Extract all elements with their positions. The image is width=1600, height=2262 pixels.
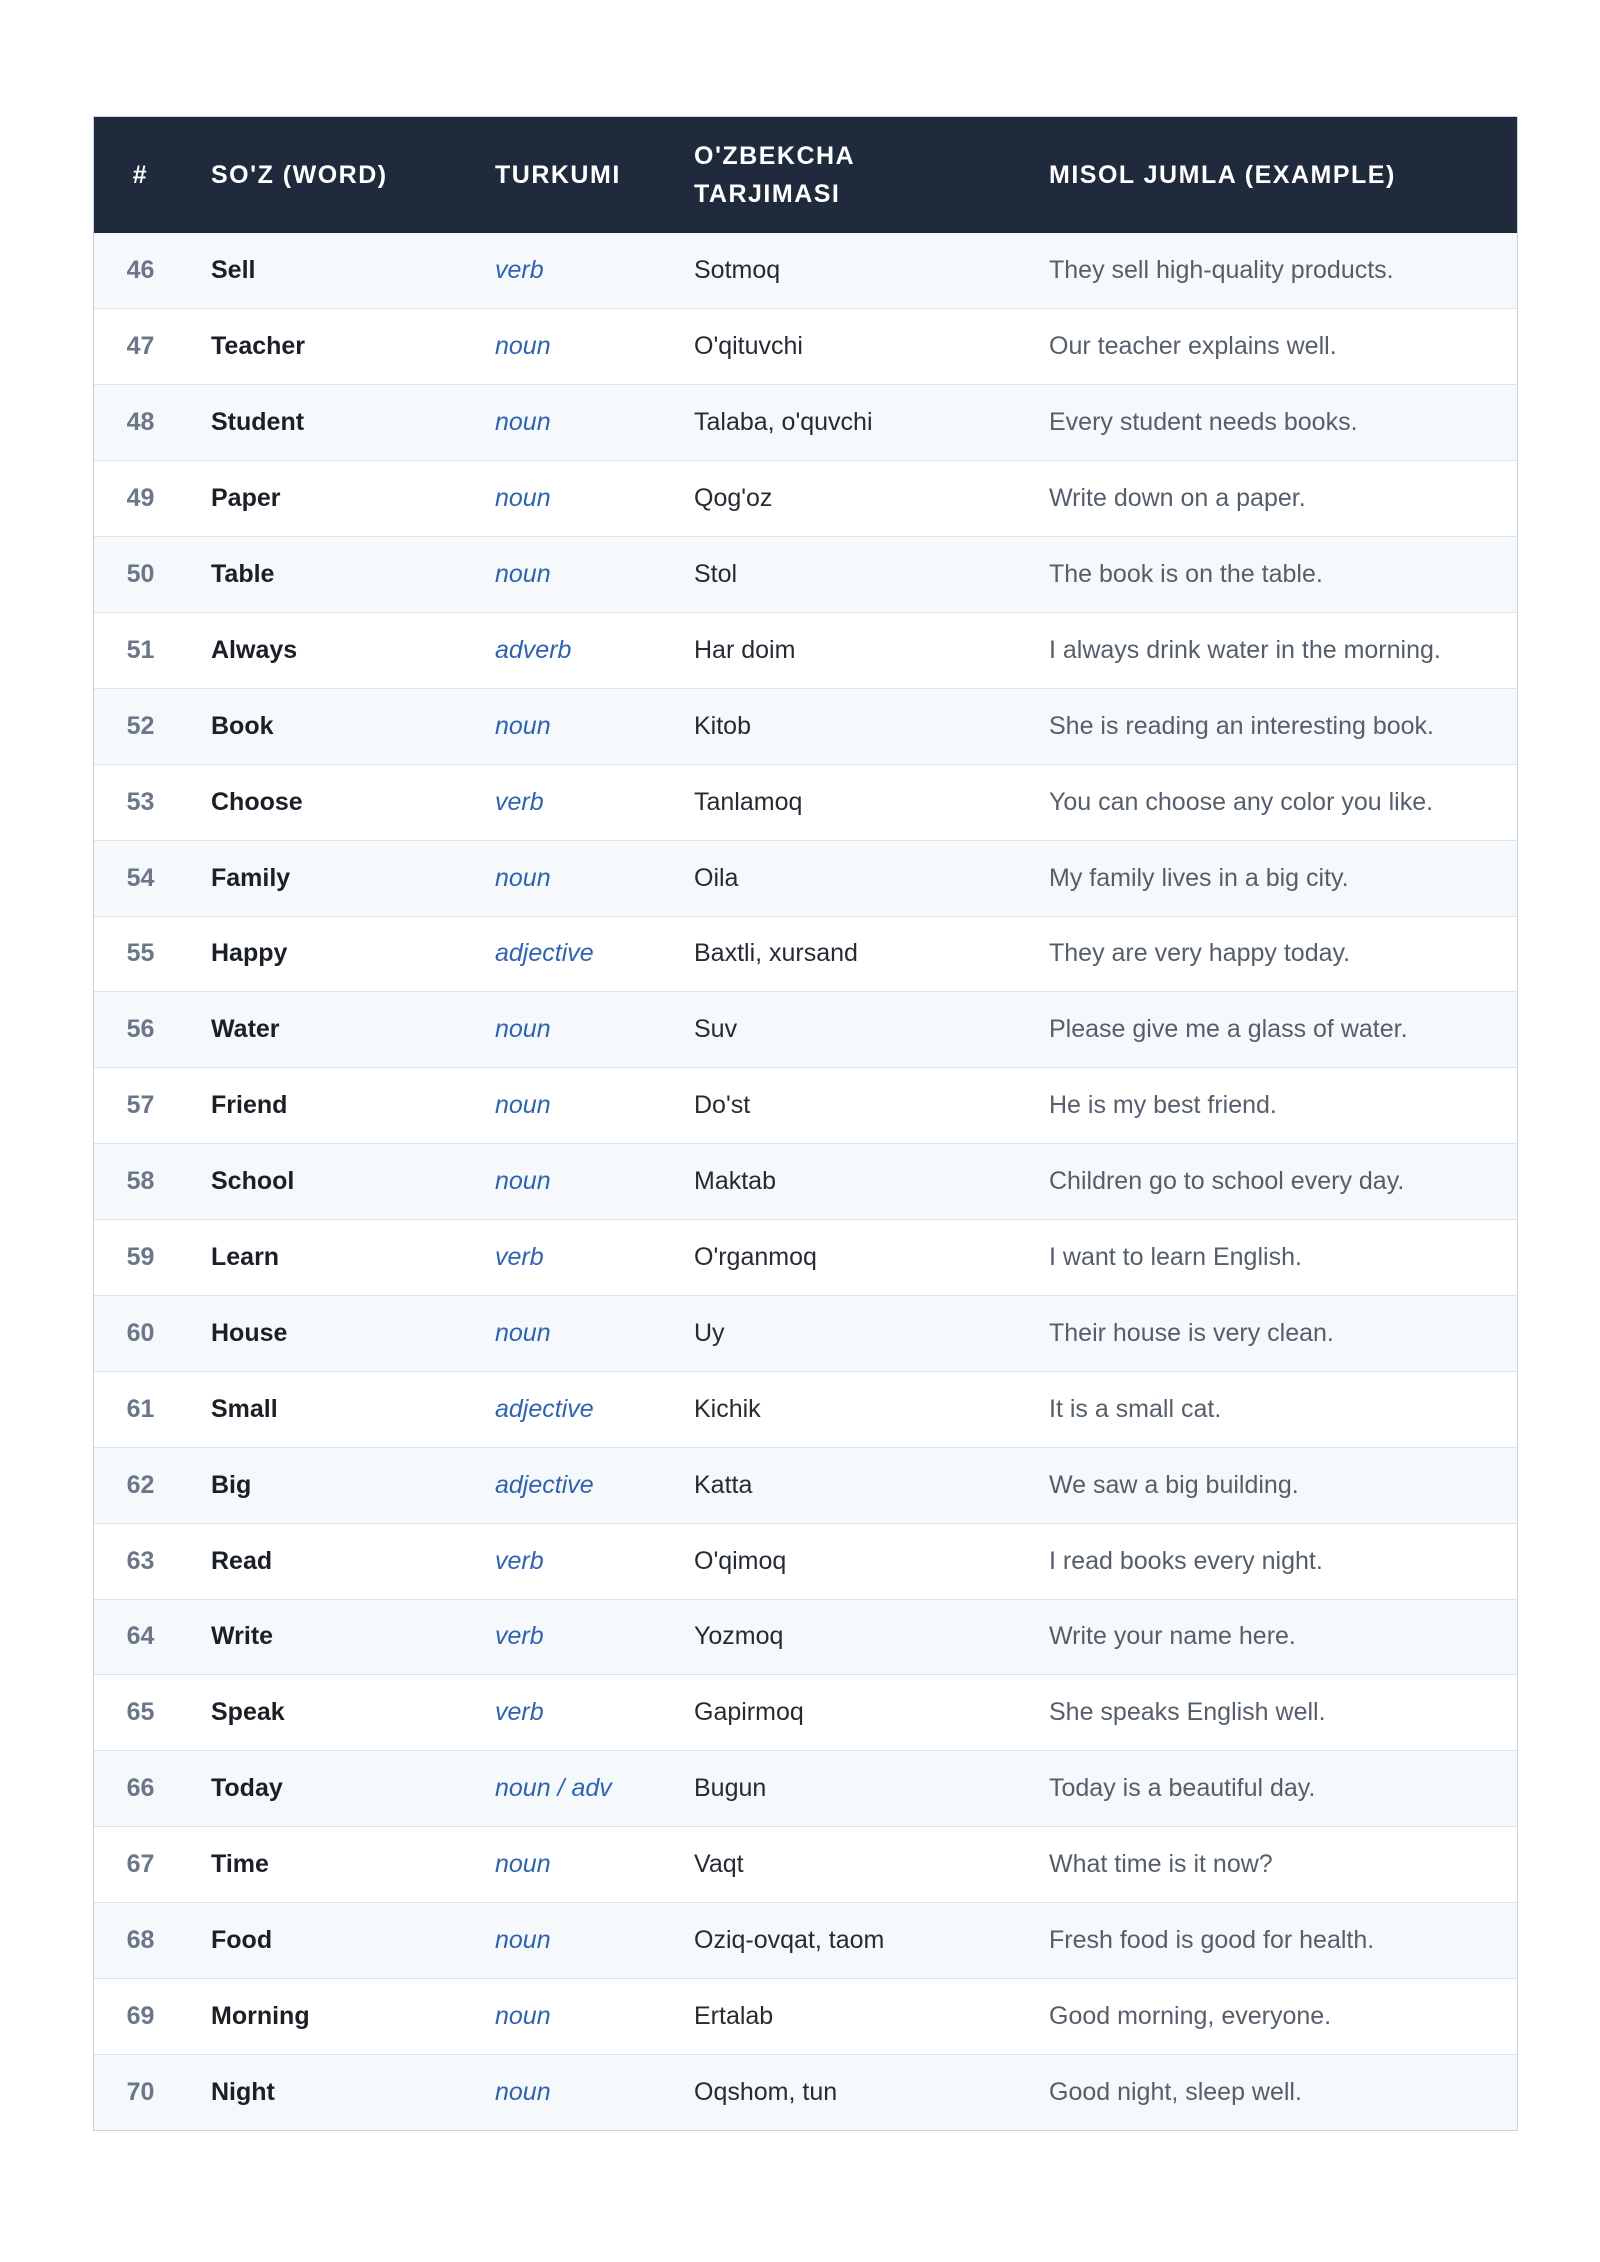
- row-part-of-speech: noun: [495, 2078, 551, 2107]
- row-word: Big: [211, 1470, 252, 1499]
- row-example-sentence: It is a small cat.: [1049, 1394, 1222, 1423]
- row-number: 66: [126, 1774, 155, 1803]
- row-uzbek-translation: Baxtli, xursand: [694, 939, 858, 968]
- row-number: 47: [126, 332, 155, 361]
- table-row: [94, 461, 1517, 537]
- row-uzbek-translation: Tanlamoq: [694, 787, 803, 816]
- table-row: [94, 840, 1517, 916]
- vocabulary-table-container: [93, 116, 1518, 2131]
- table-row: [94, 1371, 1517, 1447]
- row-example-sentence: I want to learn English.: [1049, 1243, 1302, 1272]
- row-number: 49: [126, 484, 155, 513]
- row-uzbek-translation: Kitob: [694, 711, 751, 740]
- row-word: Table: [211, 560, 275, 588]
- row-number: 62: [126, 1470, 155, 1499]
- row-word: Sell: [211, 256, 256, 285]
- row-word: Paper: [211, 484, 281, 513]
- row-number: 64: [126, 1622, 155, 1651]
- row-example-sentence: We saw a big building.: [1049, 1470, 1299, 1499]
- row-number: 68: [126, 1926, 155, 1955]
- table-row: [94, 916, 1517, 992]
- row-word: Food: [211, 1926, 273, 1955]
- row-example-sentence: Today is a beautiful day.: [1049, 1774, 1316, 1803]
- row-number: 67: [126, 1850, 155, 1879]
- row-part-of-speech: verb: [495, 787, 544, 816]
- table-body: [94, 233, 1517, 2130]
- row-part-of-speech: noun: [495, 332, 551, 361]
- row-uzbek-translation: Yozmoq: [694, 1622, 784, 1651]
- table-row: [94, 1144, 1517, 1220]
- row-uzbek-translation: Uy: [694, 1318, 725, 1347]
- row-number: 52: [126, 711, 155, 740]
- row-number: 48: [126, 408, 155, 437]
- row-example-sentence: Fresh food is good for health.: [1049, 1926, 1375, 1955]
- header-row: [94, 117, 1517, 233]
- row-number: 57: [126, 1091, 155, 1120]
- row-uzbek-translation: Bugun: [694, 1774, 767, 1803]
- table-row: [94, 1068, 1517, 1144]
- row-part-of-speech: noun: [495, 1091, 551, 1120]
- row-part-of-speech: noun: [495, 1850, 551, 1879]
- row-part-of-speech: adverb: [495, 635, 572, 664]
- row-example-sentence: I read books every night.: [1049, 1546, 1323, 1575]
- row-number: 59: [126, 1243, 155, 1272]
- row-uzbek-translation: Sotmoq: [694, 256, 781, 285]
- table-row: [94, 309, 1517, 385]
- row-word: Happy: [211, 939, 288, 968]
- row-uzbek-translation: Suv: [694, 1015, 738, 1044]
- row-number: 61: [126, 1394, 155, 1423]
- row-example-sentence: She is reading an interesting book.: [1049, 711, 1434, 740]
- row-uzbek-translation: Kichik: [694, 1394, 761, 1423]
- row-example-sentence: My family lives in a big city.: [1049, 863, 1349, 892]
- table-row: [94, 1523, 1517, 1599]
- row-example-sentence: Good night, sleep well.: [1049, 2078, 1302, 2107]
- row-part-of-speech: verb: [495, 1622, 544, 1651]
- row-example-sentence: Please give me a glass of water.: [1049, 1015, 1408, 1044]
- row-example-sentence: I always drink water in the morning.: [1049, 635, 1441, 664]
- row-part-of-speech: noun: [495, 2001, 551, 2030]
- row-example-sentence: Children go to school every day.: [1049, 1167, 1405, 1196]
- row-uzbek-translation: Ertalab: [694, 2001, 774, 2030]
- row-word: Student: [211, 408, 305, 437]
- table-header: [94, 117, 1517, 233]
- row-word: Night: [211, 2078, 275, 2107]
- row-word: Small: [211, 1394, 278, 1423]
- row-word: School: [211, 1167, 295, 1196]
- row-example-sentence: What time is it now?: [1049, 1850, 1273, 1879]
- table-row: [94, 688, 1517, 764]
- row-word: Speak: [211, 1698, 285, 1727]
- row-uzbek-translation: Stol: [694, 560, 738, 588]
- row-part-of-speech: verb: [495, 1698, 544, 1727]
- header-uzbek-translation: [670, 117, 1025, 233]
- row-number: 56: [126, 1015, 155, 1044]
- row-part-of-speech: verb: [495, 256, 544, 285]
- vocabulary-table: [94, 117, 1517, 2130]
- table-row: [94, 1827, 1517, 1903]
- row-example-sentence: You can choose any color you like.: [1049, 787, 1434, 816]
- row-number: 70: [126, 2078, 155, 2107]
- table-row: [94, 1751, 1517, 1827]
- header-number: #: [132, 161, 149, 189]
- row-part-of-speech: noun: [495, 560, 551, 588]
- row-part-of-speech: noun: [495, 863, 551, 892]
- row-uzbek-translation: Talaba, o'quvchi: [694, 408, 873, 437]
- row-uzbek-translation: O'qimoq: [694, 1546, 787, 1575]
- row-number: 60: [126, 1318, 155, 1347]
- table-row: [94, 764, 1517, 840]
- table-row: [94, 1903, 1517, 1979]
- row-word: Write: [211, 1622, 274, 1651]
- row-word: Today: [211, 1774, 283, 1803]
- row-word: Friend: [211, 1091, 288, 1120]
- row-word: Learn: [211, 1243, 280, 1272]
- row-number: 54: [126, 863, 155, 892]
- table-row: [94, 2054, 1517, 2130]
- row-part-of-speech: adjective: [495, 939, 594, 968]
- row-part-of-speech: noun: [495, 711, 551, 740]
- row-uzbek-translation: Do'st: [694, 1091, 751, 1120]
- row-number: 58: [126, 1167, 155, 1196]
- row-example-sentence: Our teacher explains well.: [1049, 332, 1337, 361]
- row-part-of-speech: noun: [495, 1926, 551, 1955]
- row-uzbek-translation: Qog'oz: [694, 484, 773, 513]
- table-row: [94, 1978, 1517, 2054]
- table-row: [94, 1447, 1517, 1523]
- row-word: House: [211, 1318, 288, 1347]
- header-example: MISOL JUMLA (EXAMPLE): [1049, 161, 1396, 189]
- row-uzbek-translation: Vaqt: [694, 1850, 744, 1879]
- row-number: 46: [126, 256, 155, 285]
- row-number: 63: [126, 1546, 155, 1575]
- header-word: SO'Z (WORD): [211, 161, 388, 189]
- row-part-of-speech: noun: [495, 408, 551, 437]
- row-word: Choose: [211, 787, 303, 816]
- row-part-of-speech: adjective: [495, 1394, 594, 1423]
- row-uzbek-translation: Gapirmoq: [694, 1698, 804, 1727]
- row-word: Read: [211, 1546, 273, 1575]
- row-number: 53: [126, 787, 155, 816]
- table-row: [94, 385, 1517, 461]
- table-row: [94, 537, 1517, 613]
- row-part-of-speech: noun: [495, 484, 551, 513]
- row-example-sentence: The book is on the table.: [1049, 560, 1323, 588]
- row-number: 51: [126, 635, 155, 664]
- row-word: Book: [211, 711, 274, 740]
- header-part-of-speech: TURKUMI: [495, 161, 621, 189]
- row-part-of-speech: noun: [495, 1318, 551, 1347]
- row-number: 55: [126, 939, 155, 968]
- row-word: Always: [211, 635, 298, 664]
- row-word: Morning: [211, 2001, 310, 2030]
- header-uzbek-line1: O'ZBEKCHA: [694, 142, 856, 170]
- row-word: Time: [211, 1850, 269, 1879]
- row-example-sentence: They sell high-quality products.: [1049, 256, 1394, 285]
- row-part-of-speech: noun / adv: [495, 1774, 612, 1803]
- row-uzbek-translation: O'qituvchi: [694, 332, 803, 361]
- row-example-sentence: Write your name here.: [1049, 1622, 1296, 1651]
- row-uzbek-translation: Katta: [694, 1470, 753, 1499]
- row-number: 65: [126, 1698, 155, 1727]
- row-example-sentence: Good morning, everyone.: [1049, 2001, 1332, 2030]
- table-row: [94, 1599, 1517, 1675]
- table-row: [94, 1220, 1517, 1296]
- table-row: [94, 1675, 1517, 1751]
- row-word: Family: [211, 863, 291, 892]
- row-word: Teacher: [211, 332, 306, 361]
- table-row: [94, 1295, 1517, 1371]
- row-uzbek-translation: Oziq-ovqat, taom: [694, 1926, 885, 1955]
- row-example-sentence: She speaks English well.: [1049, 1698, 1326, 1727]
- row-uzbek-translation: Maktab: [694, 1167, 776, 1196]
- row-uzbek-translation: Oqshom, tun: [694, 2078, 838, 2107]
- row-uzbek-translation: Har doim: [694, 635, 796, 664]
- row-part-of-speech: verb: [495, 1546, 544, 1575]
- row-part-of-speech: verb: [495, 1243, 544, 1272]
- row-uzbek-translation: Oila: [694, 863, 739, 892]
- row-number: 69: [126, 2001, 155, 2030]
- row-word: Water: [211, 1015, 280, 1044]
- row-part-of-speech: noun: [495, 1015, 551, 1044]
- table-row: [94, 233, 1517, 309]
- row-uzbek-translation: O'rganmoq: [694, 1243, 817, 1272]
- row-part-of-speech: adjective: [495, 1470, 594, 1499]
- row-part-of-speech: noun: [495, 1167, 551, 1196]
- table-row: [94, 612, 1517, 688]
- row-example-sentence: He is my best friend.: [1049, 1091, 1277, 1120]
- row-example-sentence: They are very happy today.: [1049, 939, 1351, 968]
- table-row: [94, 992, 1517, 1068]
- row-number: 50: [126, 560, 155, 588]
- row-example-sentence: Write down on a paper.: [1049, 484, 1306, 513]
- row-example-sentence: Their house is very clean.: [1049, 1318, 1334, 1347]
- header-uzbek-line2: TARJIMASI: [694, 180, 841, 208]
- row-example-sentence: Every student needs books.: [1049, 408, 1358, 437]
